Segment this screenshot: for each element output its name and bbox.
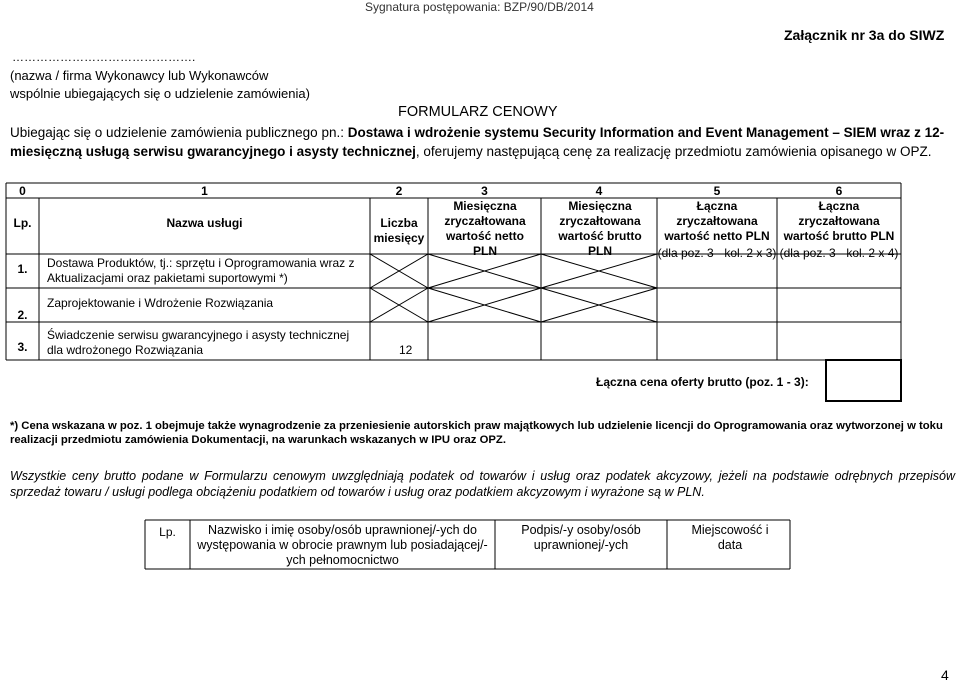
row-1-lp: 1. [17, 262, 28, 276]
note-license: *) Cena wskazana w poz. 1 obejmuje także wynagrodzenie za przeniesienie autorskich praw majątkowych lub udzielenie licencji do Oprogramowania oraz wytworzonej w toku realizacji przedmiotu zamówienia Dokumentacji, na warunkach wskazanych w IPU oraz OPZ. [10, 420, 943, 446]
note-vat: Wszystkie ceny brutto podane w Formularzu cenowym uwzględniają podatek od towarów i usług oraz podatek akcyzowy, jeżeli na podstawie odrębnych przepisów sprzedaż towaru / usługi podlega obciążeniu podatkiem od towarów i usług oraz podatkiem akcyzowym i wyrażone są w PLN. [10, 469, 955, 499]
contractor-dots: ………………………………………. [12, 50, 196, 64]
col-number-2: 2 [395, 184, 403, 198]
header-monthly-net: Miesięczna zryczałtowana wartość netto PLN [444, 199, 526, 258]
sig-header-signature: Podpis/-y osoby/osób uprawnionej/-ych [521, 523, 641, 552]
row-2-service-name: Zaprojektowanie i Wdrożenie Rozwiązania [47, 296, 274, 310]
sig-header-lp: Lp. [159, 525, 176, 539]
row-3-lp: 3. [17, 340, 28, 354]
header-service-name: Nazwa usługi [166, 216, 243, 230]
row-2-lp: 2. [17, 308, 28, 322]
col-number-6: 6 [835, 184, 843, 198]
col-number-1: 1 [201, 184, 208, 198]
intro-suffix: , oferujemy następującą cenę za realizację przedmiotu zamówienia opisanego w OPZ. [415, 144, 932, 159]
contractor-line-1: (nazwa / firma Wykonawcy lub Wykonawców [10, 68, 269, 83]
row-1-service-name: Dostawa Produktów, tj.: sprzętu i Oprogramowania wraz z Aktualizacjami oraz pakietami suportowymi *) [47, 256, 355, 285]
intro-procurement-name: Dostawa i wdrożenie systemu Security Information and Event Management – SIEM wraz z 12-miesięczną usługą serwisu gwarancyjnego i asysty technicznej [10, 125, 945, 159]
form-title: FORMULARZ CENOWY [398, 104, 558, 120]
header-lp: Lp. [13, 216, 32, 230]
header-total-net-label: Łączna zryczałtowana wartość netto PLN [664, 199, 770, 243]
sig-header-person: Nazwisko i imię osoby/osób uprawnionej/-ych do występowania w obrocie prawnym lub posiadającej/-ych pełnomocnictwo [197, 523, 488, 567]
header-total-gross-formula: (dla poz. 3 - kol. 2 x 4) [779, 246, 899, 260]
col-number-3: 3 [481, 184, 488, 198]
col-number-0: 0 [19, 184, 26, 198]
attachment-label: Załącznik nr 3a do SIWZ [784, 27, 945, 43]
col-number-4: 4 [595, 184, 603, 198]
total-price-label: Łączna cena oferty brutto (poz. 1 - 3): [596, 375, 809, 389]
header-total-gross-label: Łączna zryczałtowana wartość brutto PLN [783, 199, 895, 243]
header-total-gross [777, 199, 901, 261]
page-number: 4 [941, 667, 949, 683]
col-number-5: 5 [713, 184, 721, 198]
contractor-line-2: wspólnie ubiegających się o udzielenie zamówienia) [10, 86, 310, 101]
header-months: Liczba miesięcy [373, 216, 425, 245]
header-total-net-formula: (dla poz. 3 - kol. 2 x 3) [657, 246, 777, 260]
signature-reference: Sygnatura postępowania: BZP/90/DB/2014 [365, 0, 594, 14]
row-3-months: 12 [399, 343, 413, 357]
header-monthly-gross: Miesięczna zryczałtowana wartość brutto PLN [558, 199, 642, 258]
intro-prefix: Ubiegając się o udzielenie zamówienia publicznego pn.: [10, 125, 348, 140]
sig-header-place-date: Miejscowość i data [691, 523, 769, 552]
header-total-net [657, 199, 777, 261]
row-3-service-name: Świadczenie serwisu gwarancyjnego i asysty technicznej dla wdrożonego Rozwiązania [47, 328, 350, 357]
